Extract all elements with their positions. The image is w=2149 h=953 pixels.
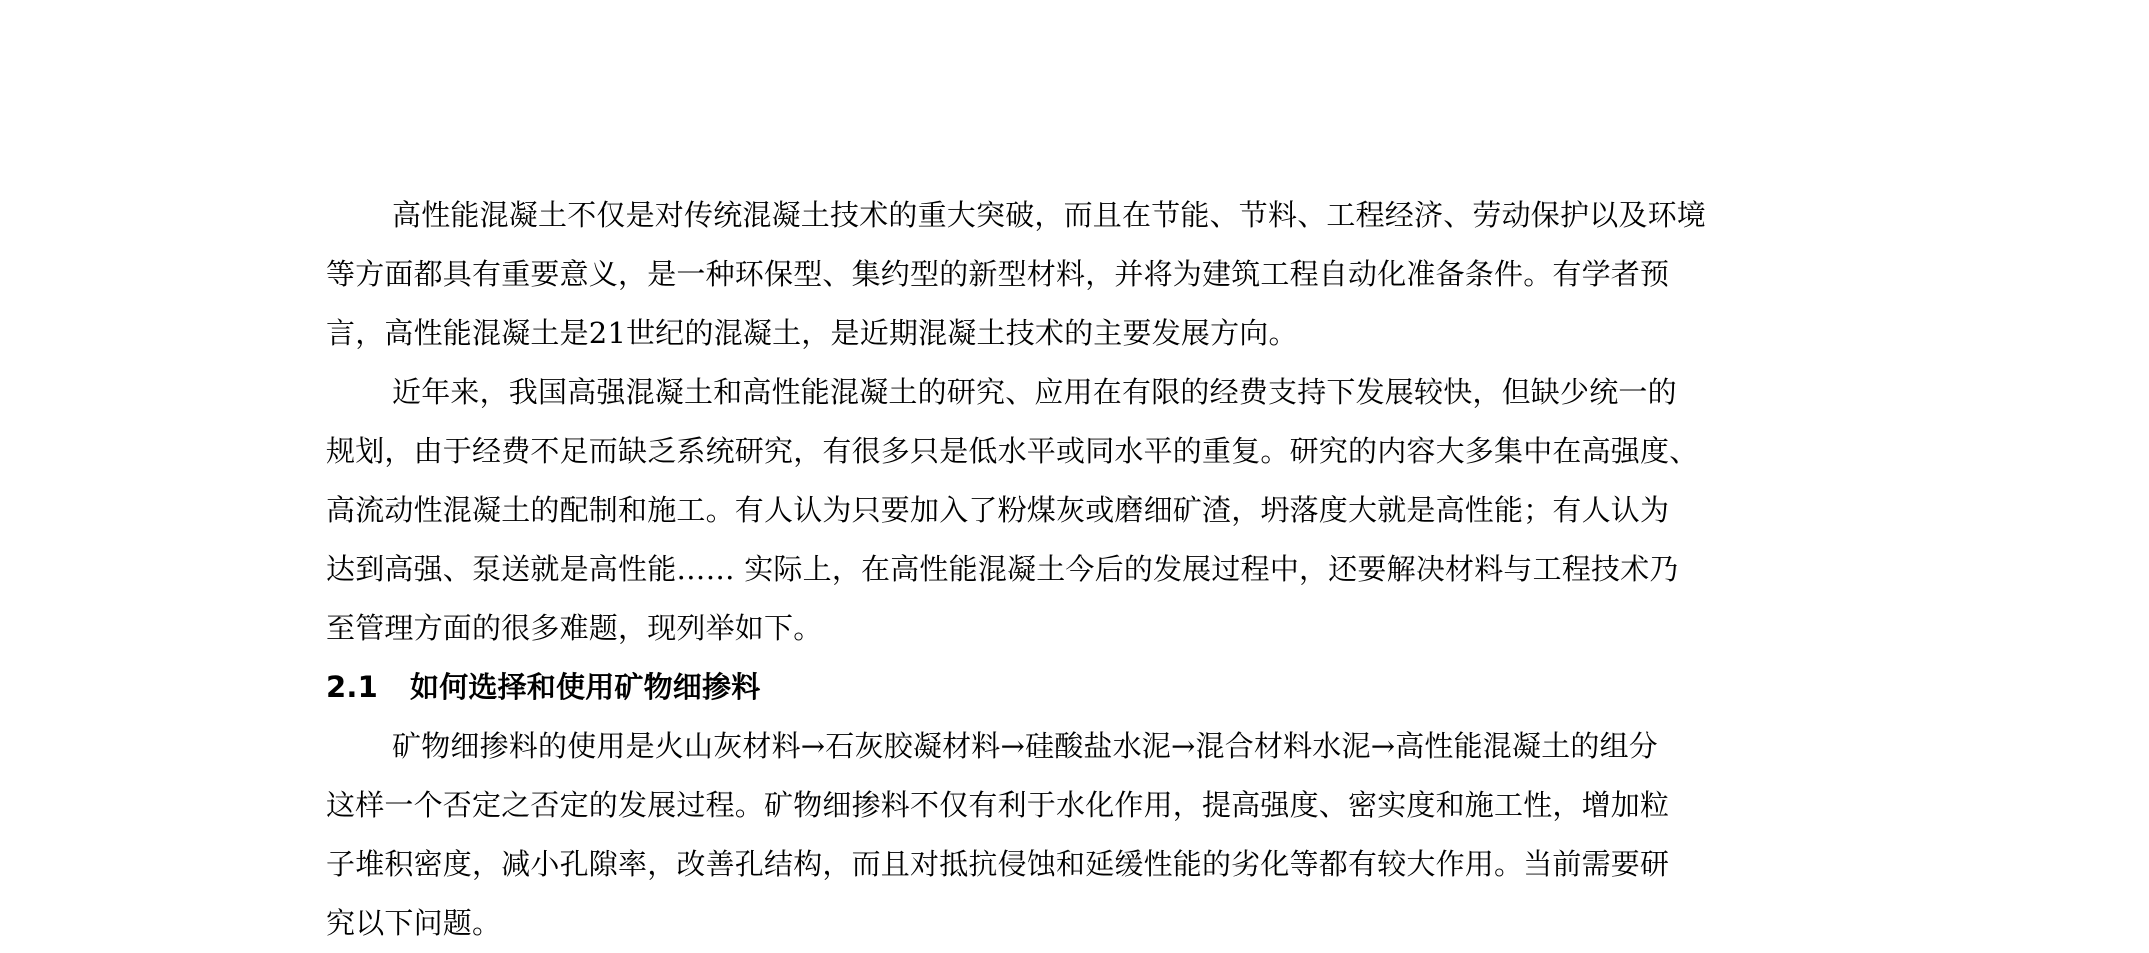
paragraph-line: 等方面都具有重要意义，是一种环保型、集约型的新型材料，并将为建筑工程自动化准备条件。有学者预 (326, 257, 1670, 291)
section-heading-number: 2.1 (326, 670, 378, 704)
paragraph-line: 高性能混凝土不仅是对传统混凝土技术的重大突破，而且在节能、节料、工程经济、劳动保护以及环境 (392, 198, 1707, 232)
paragraph-line: 至管理方面的很多难题，现列举如下。 (326, 611, 823, 645)
section-heading (326, 658, 1856, 717)
paragraph-line: 达到高强、泵送就是高性能…… 实际上，在高性能混凝土今后的发展过程中，还要解决材料与工程技术乃 (326, 552, 1679, 586)
paragraph-mineral-admixtures (326, 717, 1856, 953)
paragraph-line: 近年来，我国高强混凝土和高性能混凝土的研究、应用在有限的经费支持下发展较快，但缺少统一的 (392, 375, 1677, 409)
section-heading-title: 如何选择和使用矿物细掺料 (410, 670, 761, 704)
paragraph-line: 规划，由于经费不足而缺乏系统研究，有很多只是低水平或同水平的重复。研究的内容大多集中在高强度、 (326, 434, 1699, 468)
paragraph-line: 言，高性能混凝土是21世纪的混凝土，是近期混凝土技术的主要发展方向。 (326, 316, 1298, 350)
paragraph-line: 矿物细掺料的使用是火山灰材料→石灰胶凝材料→硅酸盐水泥→混合材料水泥→高性能混凝土的组分 (392, 729, 1658, 763)
paragraph-research-status (326, 363, 1856, 658)
paragraph-line: 子堆积密度，减小孔隙率，改善孔结构，而且对抵抗侵蚀和延缓性能的劣化等都有较大作用。当前需要研 (326, 847, 1670, 881)
paragraph-line: 高流动性混凝土的配制和施工。有人认为只要加入了粉煤灰或磨细矿渣，坍落度大就是高性能；有人认为 (326, 493, 1670, 527)
paragraph-hpc-significance (326, 186, 1856, 363)
paragraph-line: 这样一个否定之否定的发展过程。矿物细掺料不仅有利于水化作用，提高强度、密实度和施工性，增加粒 (326, 788, 1670, 822)
paragraph-line: 究以下问题。 (326, 906, 502, 940)
document-body (326, 186, 1856, 953)
